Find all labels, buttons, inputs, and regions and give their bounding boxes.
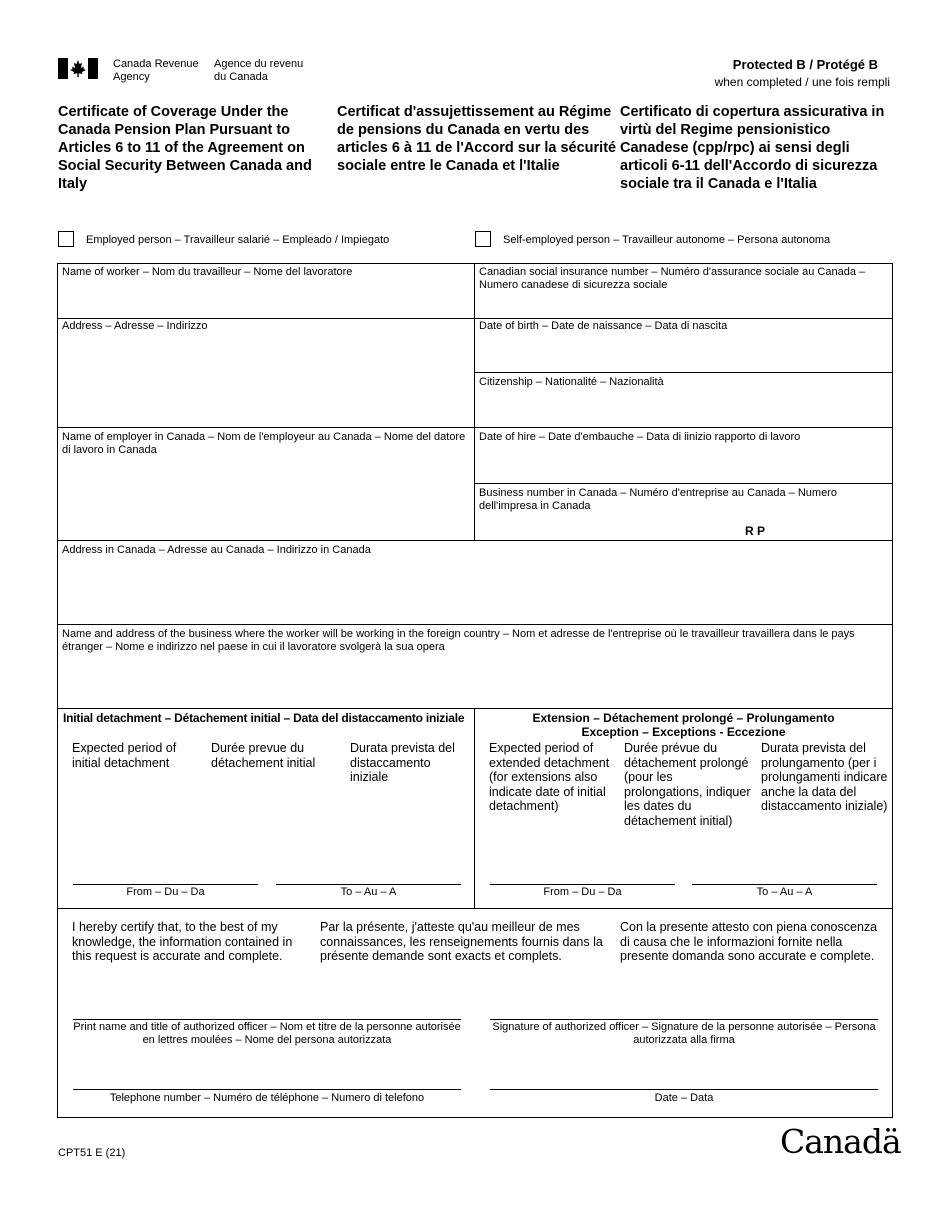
foreign-business-field[interactable]: Name and address of the business where the worker will be working in the foreign country – Nom et adresse de l'entreprise où le travailleur travaillera dans le pays étranger – Nome e indirizzo nel paese in cui il lavoratore svolgerà la sua opera — [62, 628, 855, 653]
title-italian: Certificato di copertura assicurativa in virtù del Regime pensionistico Canadese (cpp/rpc) ai sensi degli articoli 6-11 dell'Accordo di sicurezza sociale tra il Canada e l'Italia — [620, 104, 885, 192]
telephone-line[interactable] — [73, 1089, 461, 1090]
row-divider-6 — [57, 908, 893, 909]
initial-to-label: To – Au – A — [340, 886, 397, 898]
upper-column-divider — [474, 263, 475, 541]
extension-period-fr: Durée prévue du détachement prolongé (pour les prolongations, indiquer les dates du détachement initial) — [624, 741, 751, 828]
print-name-label: Print name and title of authorized officer – Nom et titre de la personne autorisée en lettres moulées – Nome del persona autorizzata — [73, 1021, 461, 1046]
signature-line[interactable] — [490, 1019, 878, 1020]
canada-flag-icon — [58, 58, 98, 79]
certify-text-en: I hereby certify that, to the best of my knowledge, the information contained in this request is accurate and complete. — [72, 920, 293, 963]
extension-from-line[interactable] — [490, 884, 675, 885]
extension-to-label: To – Au – A — [756, 886, 813, 898]
self-employed-person-label: Self-employed person – Travailleur autonome – Persona autonoma — [503, 234, 831, 246]
address-in-canada-field[interactable]: Address in Canada – Adresse au Canada – Indirizzo in Canada — [62, 544, 371, 556]
address-field[interactable]: Address – Adresse – Indirizzo — [62, 320, 208, 332]
telephone-label: Telephone number – Numéro de téléphone – Numero di telefono — [109, 1092, 425, 1104]
agency-en-line2: Agency — [113, 71, 150, 83]
citizenship-field[interactable]: Citizenship – Nationalité – Nazionalità — [479, 376, 664, 388]
form-frame — [57, 263, 893, 1118]
initial-period-fr: Durée prevue du détachement initial — [211, 741, 316, 770]
extension-period-en: Expected period of extended detachment (for extensions also indicate date of initial detachment) — [489, 741, 610, 813]
worker-name-field[interactable]: Name of worker – Nom du travailleur – Nome del lavoratore — [62, 266, 353, 278]
extension-to-line[interactable] — [692, 884, 877, 885]
initial-period-en: Expected period of initial detachment — [72, 741, 177, 770]
employed-person-checkbox[interactable] — [58, 231, 74, 247]
print-name-line[interactable] — [73, 1019, 461, 1020]
protected-label: Protected B / Protégé B — [732, 57, 878, 72]
row-divider-dob — [474, 372, 893, 373]
rp-label: R P — [745, 524, 766, 538]
agency-name-en — [113, 58, 199, 84]
date-label: Date – Data — [654, 1092, 714, 1104]
initial-to-line[interactable] — [276, 884, 461, 885]
agency-fr-line2: du Canada — [214, 71, 268, 83]
agency-name-fr — [214, 58, 303, 84]
self-employed-person-checkbox[interactable] — [475, 231, 491, 247]
extension-period-it: Durata prevista del prolungamento (per i prolungamenti indicare anche la data del distaccamento iniziale) — [761, 741, 888, 813]
employer-name-field[interactable]: Name of employer in Canada – Nom de l'employeur au Canada – Nome del datore di lavoro in Canada — [62, 431, 466, 456]
extension-heading — [474, 711, 893, 739]
agency-fr-line1: Agence du revenu — [214, 58, 304, 70]
signature-label: Signature of authorized officer – Signature de la personne autorisée – Persona autorizzata alla firma — [492, 1021, 876, 1046]
row-divider-3 — [57, 540, 893, 541]
date-of-birth-field[interactable]: Date of birth – Date de naissance – Data di nascita — [479, 320, 728, 332]
date-line[interactable] — [490, 1089, 878, 1090]
initial-detachment-heading: Initial detachment – Détachement initial – Data del distaccamento iniziale — [63, 711, 465, 725]
when-completed-label: when completed / une fois rempli — [714, 75, 890, 89]
canada-wordmark-logo: Canadä — [780, 1122, 901, 1161]
row-divider-5 — [57, 708, 893, 709]
extension-heading-line1: Extension – Détachement prolongé – Prolungamento — [532, 711, 835, 725]
certify-text-it: Con la presente attesto con piena conoscenza di causa che le informazioni fornite nella presente domanda sono accurate e complete. — [620, 920, 878, 963]
agency-en-line1: Canada Revenue — [113, 58, 199, 70]
business-number-field[interactable]: Business number in Canada – Numéro d'entreprise au Canada – Numero dell'impresa in Canada — [479, 487, 837, 512]
extension-heading-line2: Exception – Exceptions - Eccezione — [581, 725, 786, 739]
sin-field[interactable]: Canadian social insurance number – Numéro d'assurance sociale au Canada – Numero canadese di sicurezza sociale — [479, 266, 866, 291]
row-divider-1 — [57, 318, 893, 319]
date-of-hire-field[interactable]: Date of hire – Date d'embauche – Data di iinizio rapporto di lavoro — [479, 431, 801, 443]
row-divider-2 — [57, 427, 893, 428]
extension-from-label: From – Du – Da — [543, 886, 622, 898]
certify-text-fr: Par la présente, j'atteste qu'au meilleur de mes connaissances, les renseignements fournis dans la présente demande sont exacts et complets. — [320, 920, 603, 963]
initial-period-it: Durata prevista del distaccamento iniziale — [350, 741, 455, 784]
initial-from-label: From – Du – Da — [126, 886, 205, 898]
title-french: Certificat d'assujettissement au Régime de pensions du Canada en vertu des articles 6 à 11 de l'Accord sur la sécurité sociale entre le Canada et l'Italie — [337, 104, 617, 174]
row-divider-hire — [474, 483, 893, 484]
initial-from-line[interactable] — [73, 884, 258, 885]
title-english: Certificate of Coverage Under the Canada Pension Plan Pursuant to Articles 6 to 11 of the Agreement on Social Security Between Canada and Italy — [58, 104, 312, 192]
form-code: CPT51 E (21) — [58, 1147, 126, 1159]
row-divider-4 — [57, 624, 893, 625]
employed-person-label: Employed person – Travailleur salarié – Empleado / Impiegato — [86, 234, 390, 246]
